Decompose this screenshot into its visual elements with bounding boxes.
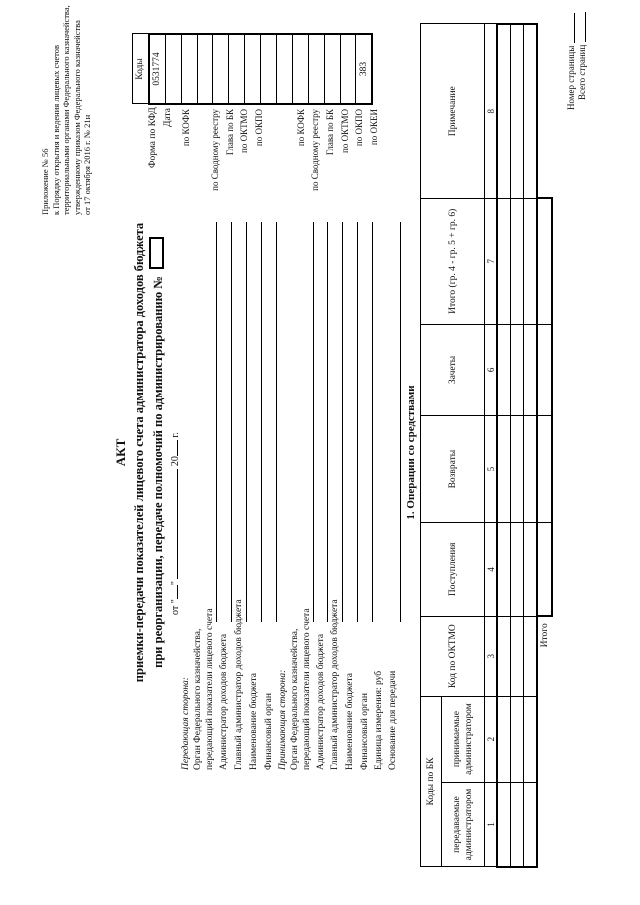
header-oktmo: Код по ОКТМО xyxy=(421,616,485,696)
codes-header: Коды xyxy=(133,34,149,104)
col-num-7: 7 xyxy=(485,199,498,325)
header-total: Итого (гр. 4 - гр. 5 + гр. 6) xyxy=(421,199,485,325)
form-code-cell: 0531774 xyxy=(149,34,165,104)
cell[interactable] xyxy=(524,616,538,696)
cell[interactable] xyxy=(511,696,524,782)
glava-label: Глава по БК xyxy=(225,109,235,156)
cell[interactable] xyxy=(511,782,524,867)
table-row xyxy=(524,24,538,867)
kofk-cell[interactable] xyxy=(181,34,197,104)
total-pages-row xyxy=(577,12,587,100)
date-prefix: от " xyxy=(170,599,181,615)
r-okpo-label: по ОКПО xyxy=(354,109,364,147)
cell[interactable] xyxy=(524,24,538,199)
fin-organ-field[interactable] xyxy=(276,222,277,622)
cell[interactable] xyxy=(524,522,538,616)
r-oktmo-cell[interactable] xyxy=(324,34,340,104)
r-tfk-label-2: передающий показатели лицевого счета xyxy=(302,608,312,770)
cell[interactable] xyxy=(524,416,538,523)
budget-name-field[interactable] xyxy=(261,222,262,622)
year-prefix: 20 xyxy=(170,456,181,467)
total-returns-cell[interactable] xyxy=(537,416,552,523)
date-label: Дата xyxy=(163,108,173,127)
okpo-cell[interactable] xyxy=(245,34,261,104)
cell[interactable] xyxy=(511,199,524,325)
col-num-2: 2 xyxy=(485,696,498,782)
oktmo-label: по ОКТМО xyxy=(239,109,249,153)
svod-cell[interactable] xyxy=(197,34,213,104)
unit-label: Единица измерения: руб xyxy=(374,670,384,770)
form-kfd-label: Форма по КФД xyxy=(148,107,158,168)
tfk-field[interactable] xyxy=(216,222,217,622)
r-admin-label: Администратор доходов бюджета xyxy=(316,633,326,770)
basis-field[interactable] xyxy=(400,222,401,622)
kofk-label: по КОФК xyxy=(181,109,191,147)
codes-table xyxy=(132,33,373,105)
cell[interactable] xyxy=(524,696,538,782)
r-oktmo-label: по ОКТМО xyxy=(340,109,350,153)
header-returns: Возвраты xyxy=(421,416,485,523)
total-sum-cell[interactable] xyxy=(537,199,552,325)
r-fin-organ-field[interactable] xyxy=(372,222,373,622)
cell[interactable] xyxy=(524,199,538,325)
cell[interactable] xyxy=(497,324,511,416)
total-pages-label: Всего страниц xyxy=(577,44,587,100)
glava-cell[interactable] xyxy=(213,34,229,104)
appendix-line: утвержденному приказом Федерального казначейства xyxy=(71,20,82,215)
r-chief-admin-field[interactable] xyxy=(342,222,343,622)
r-svod-label: по Сводному реестру xyxy=(310,109,320,191)
cell[interactable] xyxy=(497,522,511,616)
okpo-label: по ОКПО xyxy=(254,109,264,147)
col-num-3: 3 xyxy=(485,616,498,696)
appendix-block xyxy=(40,5,93,215)
cell[interactable] xyxy=(511,324,524,416)
act-number-field[interactable] xyxy=(149,237,164,269)
transferring-side-label: Передающая сторона: xyxy=(181,677,191,770)
operations-table xyxy=(420,23,553,868)
total-row xyxy=(537,24,552,867)
year-suffix: г. xyxy=(170,432,181,438)
budget-name-label: Наименование бюджета xyxy=(249,673,259,770)
header-transferred: передаваемые администратором xyxy=(442,782,485,867)
appendix-line: от 17 октября 2016 г. № 21н xyxy=(82,114,92,215)
chief-admin-label: Главный администратор доходов бюджета xyxy=(234,599,244,770)
cell[interactable] xyxy=(497,199,511,325)
blank-cell xyxy=(537,24,552,199)
month-field[interactable] xyxy=(177,469,178,579)
section-title: 1. Операции со средствами xyxy=(405,385,417,520)
cell[interactable] xyxy=(511,522,524,616)
r-glava-cell[interactable] xyxy=(308,34,324,104)
tfk-label-2: передающий показатели лицевого счета xyxy=(205,608,215,770)
col-num-4: 4 xyxy=(485,522,498,616)
total-label: Итого xyxy=(540,623,550,648)
header-receipts: Поступления xyxy=(421,522,485,616)
cell[interactable] xyxy=(511,416,524,523)
total-offsets-cell[interactable] xyxy=(537,324,552,416)
chief-admin-field[interactable] xyxy=(246,222,247,622)
table-row xyxy=(497,24,511,867)
day-field[interactable] xyxy=(177,585,178,599)
admin-label: Администратор доходов бюджета xyxy=(219,633,229,770)
page-number-label: Номер страницы xyxy=(566,45,576,110)
r-kofk-label: по КОФК xyxy=(296,109,306,147)
r-glava-label: Глава по БК xyxy=(325,109,335,156)
fin-organ-label: Финансовый орган xyxy=(264,693,274,770)
r-budget-name-field[interactable] xyxy=(357,222,358,622)
year-field[interactable] xyxy=(177,440,178,456)
tfk-label-1: Орган Федерального казначейства, xyxy=(193,628,203,770)
col-num-5: 5 xyxy=(485,416,498,523)
table-row xyxy=(511,24,524,867)
col-num-1: 1 xyxy=(485,782,498,867)
r-chief-admin-label: Главный администратор доходов бюджета xyxy=(330,599,340,770)
cell[interactable] xyxy=(524,324,538,416)
okei-cell: 383 xyxy=(356,34,372,104)
header-accepted: принимаемые администратором xyxy=(442,696,485,782)
col-num-8: 8 xyxy=(485,24,498,199)
spacer-cell xyxy=(261,34,277,104)
kbk-group-header: Коды по БК xyxy=(421,696,442,867)
date-cell[interactable] xyxy=(165,34,181,104)
doc-subtitle-1: приемки-передачи показателей лицевого счета администратора доходов бюджета xyxy=(132,222,146,683)
admin-field[interactable] xyxy=(231,222,232,622)
svod-label: по Сводному реестру xyxy=(210,109,220,191)
total-receipts-cell[interactable] xyxy=(537,522,552,616)
col-num-6: 6 xyxy=(485,324,498,416)
cell[interactable] xyxy=(497,416,511,523)
cell[interactable] xyxy=(524,782,538,867)
doc-subtitle-2: при реорганизации, передаче полномочий по администрированию № xyxy=(151,276,165,668)
cell[interactable] xyxy=(497,616,511,696)
appendix-line: Приложение № 56 xyxy=(40,148,50,215)
r-fin-organ-label: Финансовый орган xyxy=(360,693,370,770)
basis-label: Основание для передачи xyxy=(388,670,398,770)
r-admin-field[interactable] xyxy=(327,222,328,622)
appendix-line: территориальными органами Федерального казначейства, xyxy=(61,5,71,215)
cell[interactable] xyxy=(497,24,511,199)
total-pages-field[interactable] xyxy=(585,12,586,42)
cell[interactable] xyxy=(511,24,524,199)
oktmo-cell[interactable] xyxy=(229,34,245,104)
okei-label: по ОКЕИ xyxy=(369,109,379,146)
r-svod-cell[interactable] xyxy=(292,34,308,104)
doc-title: АКТ xyxy=(113,438,128,467)
cell[interactable] xyxy=(497,696,511,782)
header-offsets: Зачеты xyxy=(421,324,485,416)
cell[interactable] xyxy=(497,782,511,867)
page-number-field[interactable] xyxy=(574,13,575,43)
r-budget-name-label: Наименование бюджета xyxy=(345,673,355,770)
cell[interactable] xyxy=(511,616,524,696)
header-note: Примечание xyxy=(421,24,485,199)
receiving-side-label: Принимающая сторона: xyxy=(278,669,288,770)
r-kofk-cell[interactable] xyxy=(277,34,293,104)
r-tfk-field[interactable] xyxy=(313,222,314,622)
date-quote: " xyxy=(170,581,181,586)
r-okpo-cell[interactable] xyxy=(340,34,356,104)
r-tfk-label-1: Орган Федерального казначейства, xyxy=(290,628,300,770)
appendix-line: к Порядку открытия и ведения лицевых счетов xyxy=(50,44,61,215)
page-number-row xyxy=(566,13,576,110)
date-line xyxy=(170,432,181,615)
